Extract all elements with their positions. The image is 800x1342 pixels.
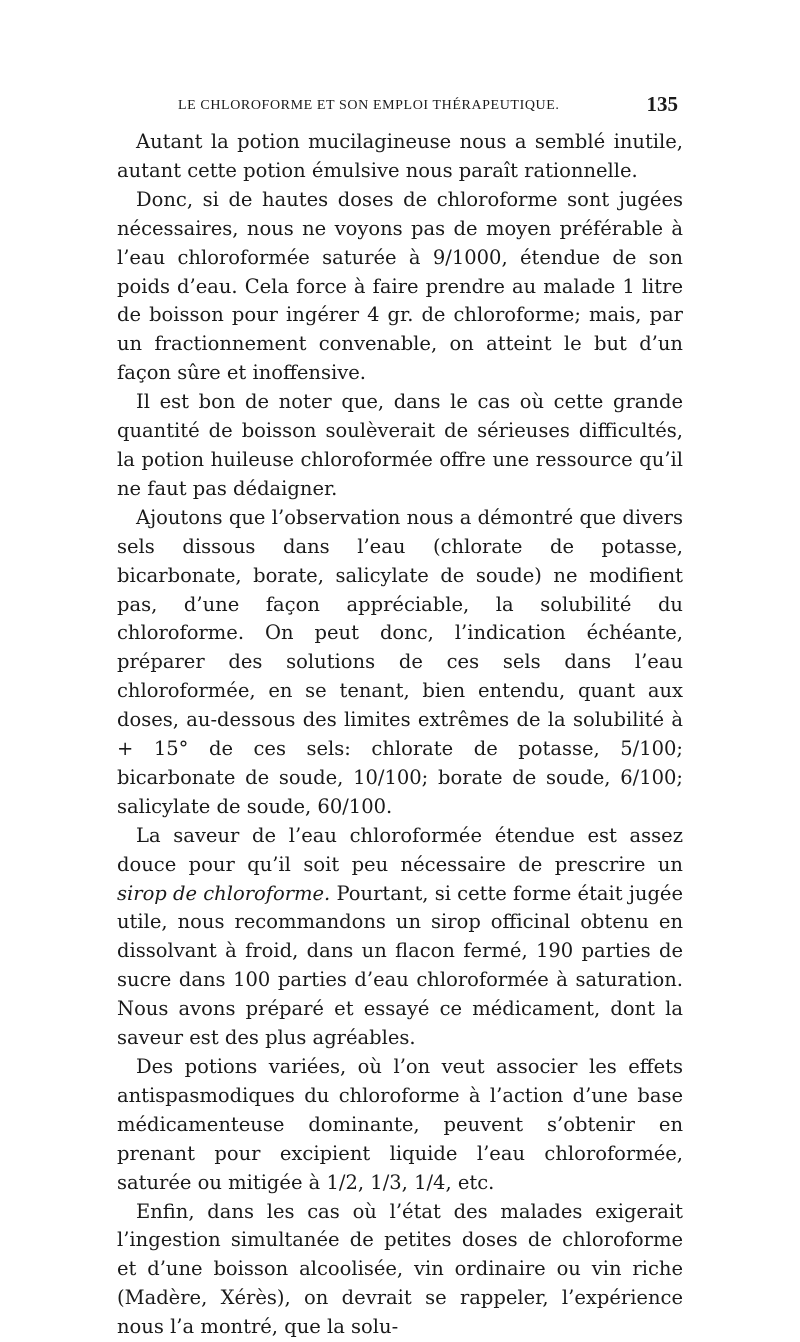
paragraph-potions-variees: Des potions variées, où l’on veut associer les effets antispasmodiques du chloroforme à l’action d’une base médicamenteuse dominante, peuvent s’obtenir en prenant pour excipient liquide l’eau chloroformée, saturée ou mitigée à 1/2, 1/3, 1/4, etc.: [117, 1055, 683, 1194]
sirop-text-after: Pourtant, si cette forme était jugée utile, nous recommandons un sirop officinal obtenu en dissolvant à froid, dans un flacon fermé, 190 parties de sucre dans 100 parties d’eau chloroformée à saturation. Nous avons préparé et essayé ce médicament, dont la saveur est des plus agréables.: [117, 881, 684, 1050]
sirop-italic-term: sirop de chloroforme.: [117, 881, 331, 905]
running-header: [178, 92, 678, 120]
paragraph-potion-emulsive: Autant la potion mucilagineuse nous a semblé inutile, autant cette potion émulsive nous paraît rationnelle.: [117, 130, 683, 182]
paragraph-boisson-alcoolisee: Enfin, dans les cas où l’état des malades exigerait l’ingestion simultanée de petites doses de chloroforme et d’une boisson alcoolisée, vin ordinaire ou vin riche (Madère, Xérès), on devrait se rappeler, l’expérience nous l’a montré, que la solu-: [117, 1199, 683, 1339]
paragraph-eau-chloroformee-saturee: Donc, si de hautes doses de chloroforme sont jugées nécessaires, nous ne voyons pas de moyen préférable à l’eau chloroformée saturée à 9/1000, étendue de son poids d’eau. Cela force à faire prendre au malade 1 litre de boisson pour ingérer 4 gr. de chloroforme; mais, par un fractionnement convenable, on atteint le but d’un façon sûre et inoffensive.: [117, 187, 683, 385]
paragraph-sels-dissous: Ajoutons que l’observation nous a démontré que divers sels dissous dans l’eau (chlorate de potasse, bicarbonate, borate, salicylate de soude) ne modifient pas, d’une façon appréciable, la solubilité du chloroforme. On peut donc, l’indication échéante, préparer des solutions de ces sels dans l’eau chloroformée, en se tenant, bien entendu, quant aux doses, au-dessous des limites extrêmes de la solubilité à + 15° de ces sels: chlorate de potasse, 5/100; bicarbonate de soude, 10/100; borate de soude, 6/100; salicylate de soude, 60/100.: [117, 505, 683, 818]
paragraph-sirop-de-chloroforme: [117, 822, 683, 1053]
page-number: 135: [646, 92, 678, 116]
body-text: [117, 128, 683, 1342]
sirop-text-before: La saveur de l’eau chloroformée étendue est assez douce pour qu’il soit peu nécessaire de prescrire un: [117, 823, 683, 876]
running-title: LE CHLOROFORME ET SON EMPLOI THÉRAPEUTIQUE.: [178, 98, 560, 113]
paragraph-potion-huileuse: Il est bon de noter que, dans le cas où cette grande quantité de boisson soulèverait de sérieuses difficultés, la potion huileuse chloroformée offre une ressource qu’il ne faut pas dédaigner.: [117, 390, 683, 500]
